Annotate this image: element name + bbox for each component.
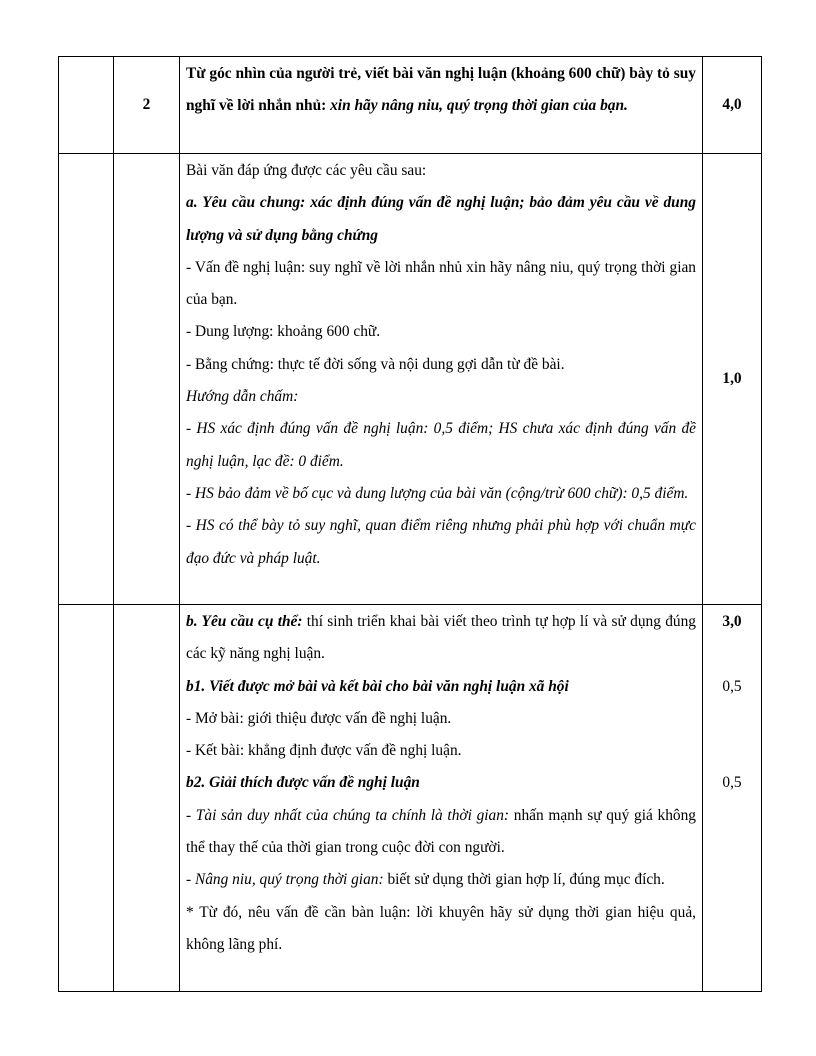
b1-close: - Kết bài: khẳng định được vấn đề nghị luận. xyxy=(186,742,462,760)
general-evidence: - Bằng chứng: thực tế đời sống và nội dung gợi dẫn từ đề bài. xyxy=(186,355,565,373)
general-requirements-row xyxy=(59,154,762,605)
guide-item-2: - HS bảo đảm về bố cục và dung lượng của bài văn (cộng/trừ 600 chữ): 0,5 điểm. xyxy=(186,484,689,502)
b2-title: b2. Giải thích được vấn đề nghị luận xyxy=(186,774,420,792)
specific-requirements xyxy=(180,605,703,992)
section-cell xyxy=(59,57,114,154)
b2-conclusion: * Từ đó, nêu vấn đề cần bàn luận: lời khuyên hãy sử dụng thời gian hiệu quả, không lãng phí. xyxy=(186,903,696,953)
b1-score: 0,5 xyxy=(722,677,742,695)
specific-requirements-row xyxy=(59,605,762,992)
section-cell xyxy=(59,154,114,605)
guide-title: Hướng dẫn chấm: xyxy=(186,388,299,406)
number-cell xyxy=(114,154,180,605)
b2-item2-italic: - Nâng niu, quý trọng thời gian: xyxy=(186,871,384,889)
b2-item1-italic: - Tài sản duy nhất của chúng ta chính là thời gian: xyxy=(186,806,510,824)
specific-heading-rest: thí sinh triển khai bài viết theo trình tự hợp lí và sử dụng đúng các kỹ năng nghị luận. xyxy=(186,613,696,663)
general-intro: Bài văn đáp ứng được các yêu cầu sau: xyxy=(186,162,427,179)
general-requirements xyxy=(180,154,703,605)
grading-table xyxy=(58,56,762,992)
specific-heading-bold: b. Yêu cầu cụ thể: xyxy=(186,613,303,630)
b2-item1-rest: nhấn mạnh sự quý giá không thể thay thế của thời gian trong cuộc đời con người. xyxy=(186,806,696,857)
question-number: 2 xyxy=(114,57,180,154)
number-cell xyxy=(114,605,180,992)
specific-scores xyxy=(703,605,762,992)
question-prompt xyxy=(180,57,703,154)
general-issue: - Vấn đề nghị luận: suy nghĩ về lời nhắn nhủ xin hãy nâng niu, quý trọng thời gian của bạn. xyxy=(186,258,696,309)
prompt-italic: xin hãy nâng niu, quý trọng thời gian của bạn. xyxy=(330,97,628,115)
general-heading: a. Yêu cầu chung: xác định đúng vấn đề nghị luận; bảo đảm yêu cầu về dung lượng và sử dụng bằng chứng xyxy=(186,194,696,244)
b2-score: 0,5 xyxy=(722,774,742,792)
b1-title: b1. Viết được mở bài và kết bài cho bài văn nghị luận xã hội xyxy=(186,677,569,695)
specific-score: 3,0 xyxy=(722,613,742,630)
b2-item2-rest: biết sử dụng thời gian hợp lí, đúng mục đích. xyxy=(383,871,665,889)
prompt-plain: Từ góc nhìn của người trẻ, viết bài văn nghị luận (khoảng 600 chữ) bày tỏ suy nghĩ về lời nhắn nhủ: xyxy=(186,65,696,115)
b1-open: - Mở bài: giới thiệu được vấn đề nghị luận. xyxy=(186,709,452,727)
guide-item-1: - HS xác định đúng vấn đề nghị luận: 0,5 điểm; HS chưa xác định đúng vấn đề nghị luận, lạc đề: 0 điểm. xyxy=(186,420,696,470)
section-cell xyxy=(59,605,114,992)
general-score: 1,0 xyxy=(703,154,762,605)
question-row xyxy=(59,57,762,154)
question-score: 4,0 xyxy=(703,57,762,154)
general-length: - Dung lượng: khoảng 600 chữ. xyxy=(186,323,381,341)
guide-item-3: - HS có thể bày tỏ suy nghĩ, quan điểm riêng nhưng phải phù hợp với chuẩn mực đạo đức và pháp luật. xyxy=(186,517,696,567)
